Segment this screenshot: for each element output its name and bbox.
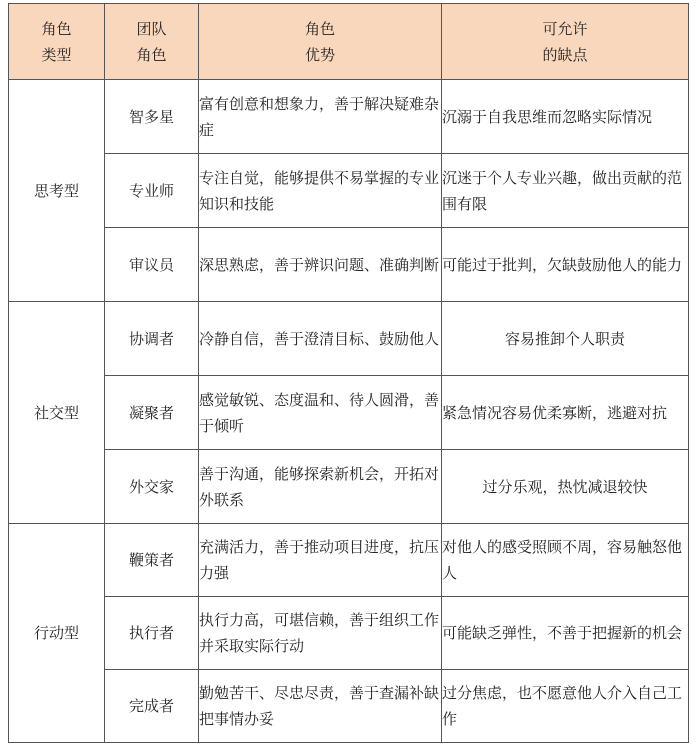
header-category-line-1: 角色 [41,19,72,38]
header-strength-line-2: 优势 [304,45,335,64]
table-row [9,450,689,524]
header-category [9,4,105,80]
category-cell-social: 社交型 [9,302,105,524]
role-cell: 智多星 [105,80,199,154]
table-row [9,302,689,376]
table-row [9,597,689,670]
strength-cell: 勤勉苦干、尽忠尽责，善于查漏补缺把事情办妥 [199,670,442,743]
weakness-cell: 沉迷于个人专业兴趣，做出贡献的范围有限 [442,154,689,228]
header-role-line-2: 角色 [136,45,167,64]
role-cell: 协调者 [105,302,199,376]
weakness-cell: 对他人的感受照顾不周，容易触怒他人 [442,524,689,597]
strength-cell: 专注自觉，能够提供不易掌握的专业知识和技能 [199,154,442,228]
strength-cell: 感觉敏锐、态度温和、待人圆滑，善于倾听 [199,376,442,450]
table-row [9,376,689,450]
table-row [9,154,689,228]
role-cell: 凝聚者 [105,376,199,450]
role-cell: 专业师 [105,154,199,228]
category-cell-action: 行动型 [9,524,105,743]
table-row [9,80,689,154]
weakness-cell: 可能缺乏弹性，不善于把握新的机会 [442,597,689,670]
strength-cell: 冷静自信，善于澄清目标、鼓励他人 [199,302,442,376]
role-cell: 执行者 [105,597,199,670]
team-roles-table [8,3,689,743]
table-row [9,670,689,743]
strength-cell: 富有创意和想象力，善于解决疑难杂症 [199,80,442,154]
table-row [9,524,689,597]
header-weakness [442,4,689,80]
role-cell: 鞭策者 [105,524,199,597]
strength-cell: 执行力高，可堪信赖，善于组织工作并采取实际行动 [199,597,442,670]
header-strength [199,4,442,80]
weakness-cell: 过分乐观，热忱减退较快 [442,450,689,524]
role-cell: 审议员 [105,228,199,302]
header-strength-line-1: 角色 [304,19,335,38]
role-cell: 完成者 [105,670,199,743]
header-row [9,4,689,80]
header-category-line-2: 类型 [41,45,72,64]
weakness-cell: 可能过于批判，欠缺鼓励他人的能力 [442,228,689,302]
table-row [9,228,689,302]
strength-cell: 深思熟虑，善于辨识问题、准确判断 [199,228,442,302]
role-cell: 外交家 [105,450,199,524]
header-role-line-1: 团队 [136,19,167,38]
strength-cell: 充满活力，善于推动项目进度，抗压力强 [199,524,442,597]
weakness-cell: 容易推卸个人职责 [442,302,689,376]
strength-cell: 善于沟通，能够探索新机会，开拓对外联系 [199,450,442,524]
category-cell-thinking: 思考型 [9,80,105,302]
weakness-cell: 沉溺于自我思维而忽略实际情况 [442,80,689,154]
header-role [105,4,199,80]
weakness-cell: 过分焦虑，也不愿意他人介入自己工作 [442,670,689,743]
header-weakness-line-1: 可允许 [542,19,588,38]
weakness-cell: 紧急情况容易优柔寡断，逃避对抗 [442,376,689,450]
header-weakness-line-2: 的缺点 [542,45,588,64]
